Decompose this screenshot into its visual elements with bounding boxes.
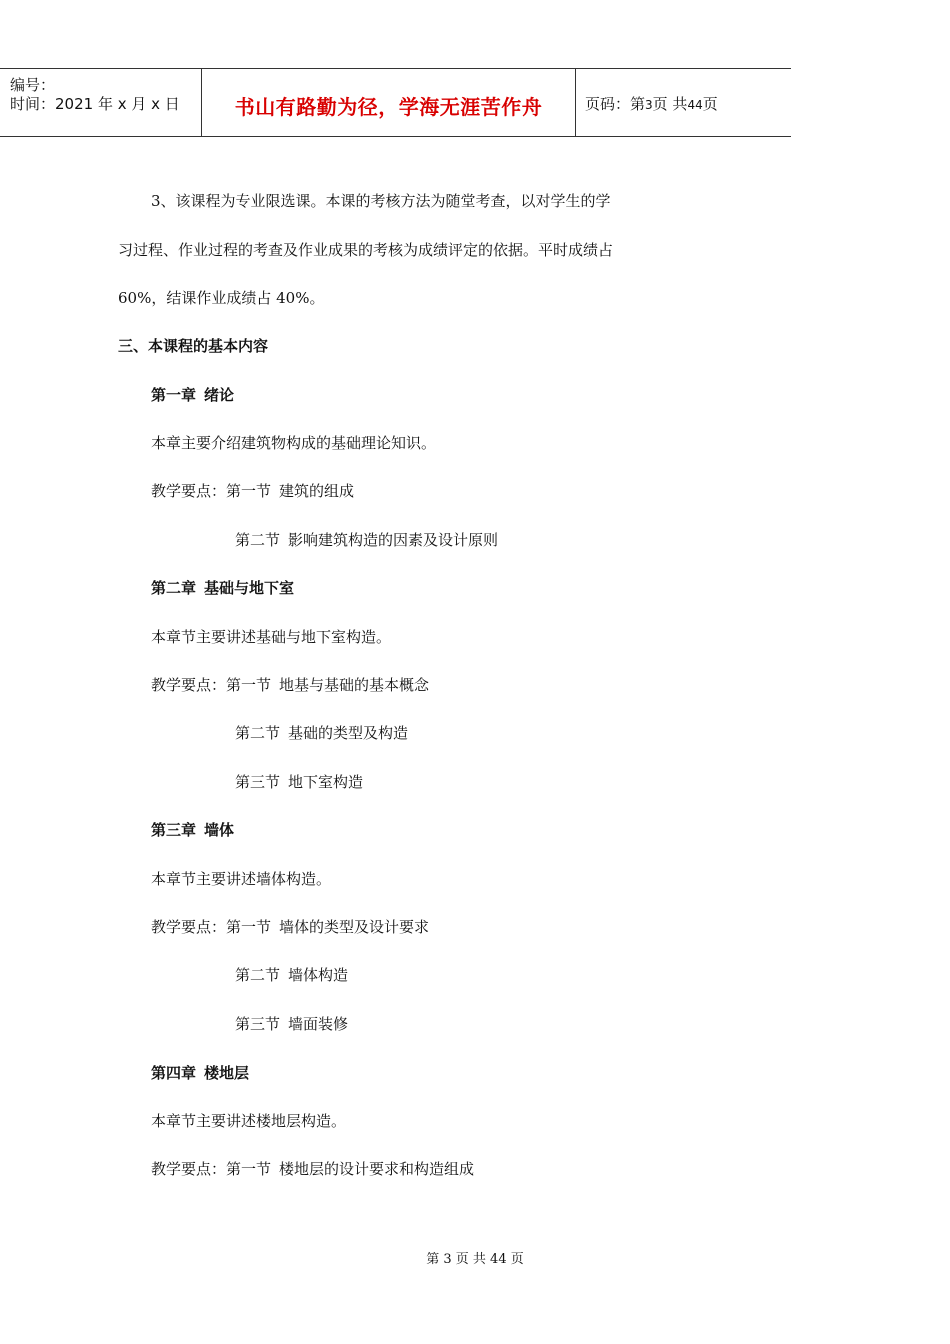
points-label: 教学要点： [151, 1160, 227, 1178]
page-number-label [585, 93, 718, 114]
section-number: 第二节 [235, 966, 281, 984]
points-label: 教学要点： [151, 918, 227, 936]
header-meta-cell [0, 69, 202, 136]
section-name: 墙体构造 [288, 966, 349, 984]
teaching-point [151, 480, 354, 501]
section-name: 建筑的组成 [279, 482, 355, 500]
section-name: 墙面装修 [288, 1015, 349, 1033]
chapter-title [151, 819, 234, 840]
page-header [0, 68, 791, 137]
header-motto-cell [202, 69, 576, 136]
section-number: 第三节 [235, 1015, 281, 1033]
paragraph-line: 习过程、作业过程的考查及作业成果的考核为成绩评定的依据。平时成绩占 [118, 241, 614, 259]
chapter-title [151, 577, 294, 598]
points-label: 教学要点： [151, 482, 227, 500]
chapter-title [151, 1062, 249, 1083]
section-number: 第一节 [226, 1160, 272, 1178]
chapter-intro: 本章节主要讲述楼地层构造。 [151, 1112, 347, 1130]
chapter-title [151, 384, 234, 405]
teaching-point [151, 916, 429, 937]
section-number: 第一节 [226, 918, 272, 936]
chapter-name: 墙体 [204, 821, 235, 839]
points-label: 教学要点： [151, 676, 227, 694]
chapter-name: 楼地层 [204, 1064, 250, 1082]
teaching-point [235, 771, 363, 792]
page-label-mid: 页 共 [652, 95, 688, 113]
section-name: 地下室构造 [288, 773, 364, 791]
teaching-point [235, 964, 348, 985]
section-name: 基础的类型及构造 [288, 724, 409, 742]
chapter-name: 绪论 [204, 386, 235, 404]
teaching-point [151, 674, 429, 695]
chapter-number: 第一章 [151, 386, 197, 404]
page-label-suffix: 页 [702, 95, 718, 113]
chapter-number: 第三章 [151, 821, 197, 839]
paragraph-line: 3、该课程为专业限选课。本课的考核方法为随堂考查，以对学生的学 [151, 192, 611, 210]
chapter-intro: 本章节主要讲述墙体构造。 [151, 870, 332, 888]
section-name: 楼地层的设计要求和构造组成 [279, 1160, 475, 1178]
teaching-point [151, 1158, 474, 1179]
section-title: 三、本课程的基本内容 [118, 337, 269, 355]
paragraph-line: 60%，结课作业成绩占 40%。 [118, 289, 325, 307]
section-number: 第二节 [235, 531, 281, 549]
section-number: 第二节 [235, 724, 281, 742]
section-name: 地基与基础的基本概念 [279, 676, 430, 694]
section-number: 第三节 [235, 773, 281, 791]
teaching-point [235, 1013, 348, 1034]
chapter-number: 第二章 [151, 579, 197, 597]
section-name: 墙体的类型及设计要求 [279, 918, 430, 936]
page-total: 44 [687, 98, 703, 112]
chapter-number: 第四章 [151, 1064, 197, 1082]
chapter-name: 基础与地下室 [204, 579, 295, 597]
page-footer: 第 3 页 共 44 页 [426, 1252, 524, 1267]
section-number: 第一节 [226, 482, 272, 500]
section-number: 第一节 [226, 676, 272, 694]
motto-text: 书山有路勤为径，学海无涯苦作舟 [234, 95, 543, 119]
page-label-prefix: 页码：第 [585, 95, 646, 113]
section-name: 影响建筑构造的因素及设计原则 [288, 531, 499, 549]
chapter-intro: 本章节主要讲述基础与地下室构造。 [151, 628, 392, 646]
chapter-intro: 本章主要介绍建筑物构成的基础理论知识。 [151, 434, 437, 452]
teaching-point [235, 529, 498, 550]
teaching-point [235, 722, 408, 743]
date-label: 时间：2021 年 x 月 x 日 [10, 95, 180, 113]
serial-label: 编号： [10, 76, 56, 94]
page-current: 3 [645, 98, 653, 112]
